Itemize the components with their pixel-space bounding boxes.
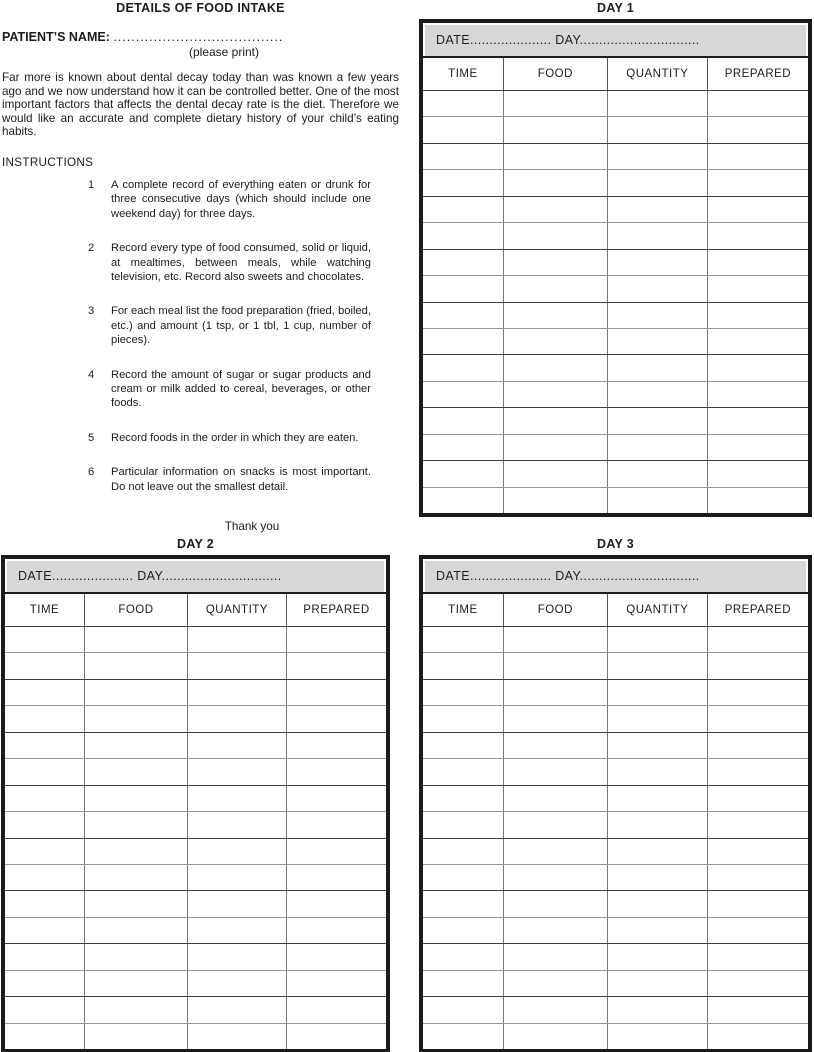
blank-rows [423, 90, 808, 513]
table-cell [85, 1024, 188, 1049]
table-cell [5, 865, 85, 890]
table-cell [504, 408, 608, 433]
table-cell [608, 865, 708, 890]
table-row [423, 917, 808, 943]
table-cell [5, 839, 85, 864]
table-row [423, 381, 808, 407]
table-cell [504, 223, 608, 248]
table-row [423, 460, 808, 486]
table-cell [85, 865, 188, 890]
table-cell [423, 382, 504, 407]
table-cell [423, 786, 504, 811]
table-cell [5, 733, 85, 758]
table-cell [5, 680, 85, 705]
table-row [5, 838, 386, 864]
table-cell [608, 839, 708, 864]
table-cell [504, 733, 608, 758]
table-cell [504, 355, 608, 380]
day1-table [419, 19, 812, 517]
table-row [5, 811, 386, 837]
table-cell [608, 435, 708, 460]
table-cell [708, 329, 808, 354]
table-cell [423, 276, 504, 301]
table-cell [608, 117, 708, 142]
table-cell [287, 627, 386, 652]
table-cell [287, 653, 386, 678]
date-row: DATE..................... DAY............................... [423, 559, 808, 594]
table-cell [423, 91, 504, 116]
date-row: DATE..................... DAY............................... [423, 23, 808, 58]
table-cell [5, 653, 85, 678]
table-cell [504, 627, 608, 652]
table-cell [608, 170, 708, 195]
table-row [423, 354, 808, 380]
table-cell [708, 891, 808, 916]
table-cell [504, 759, 608, 784]
table-cell [708, 276, 808, 301]
table-cell [85, 839, 188, 864]
table-cell [708, 653, 808, 678]
table-cell [708, 944, 808, 969]
day2-title: DAY 2 [177, 537, 214, 551]
instruction-item [2, 465, 399, 494]
table-cell [504, 170, 608, 195]
table-cell [423, 680, 504, 705]
table-cell [608, 944, 708, 969]
column-header-food: FOOD [85, 594, 188, 626]
patient-name-blank: ...................................... [113, 30, 284, 44]
table-cell [188, 627, 287, 652]
table-cell [504, 144, 608, 169]
table-cell [504, 786, 608, 811]
table-row [423, 249, 808, 275]
column-header-prepared: PREPARED [724, 604, 792, 616]
table-cell [423, 117, 504, 142]
table-row [423, 328, 808, 354]
table-cell [423, 488, 504, 513]
table-cell [608, 488, 708, 513]
table-cell [188, 944, 287, 969]
day1-title: DAY 1 [597, 1, 634, 15]
table-cell [287, 786, 386, 811]
table-row [423, 143, 808, 169]
table-cell [504, 865, 608, 890]
table-cell [708, 971, 808, 996]
column-header-food: FOOD [504, 594, 608, 626]
column-header-food: FOOD [504, 58, 608, 90]
table-cell [423, 918, 504, 943]
table-row [423, 90, 808, 116]
table-cell [708, 733, 808, 758]
table-cell [423, 997, 504, 1022]
table-cell [708, 408, 808, 433]
column-header-row [423, 58, 808, 90]
table-cell [708, 461, 808, 486]
table-cell [504, 435, 608, 460]
table-cell [708, 488, 808, 513]
instructions-heading: INSTRUCTIONS [2, 155, 94, 169]
patient-name-line [2, 30, 399, 44]
table-row [423, 626, 808, 652]
table-cell [85, 653, 188, 678]
table-cell [423, 839, 504, 864]
instruction-number: 3 [88, 305, 95, 318]
table-row [423, 758, 808, 784]
table-cell [608, 355, 708, 380]
table-row [423, 890, 808, 916]
day2-table [1, 555, 390, 1052]
table-row [5, 864, 386, 890]
instruction-number: 1 [88, 178, 95, 191]
table-cell [423, 408, 504, 433]
table-row [423, 1023, 808, 1049]
table-cell [287, 918, 386, 943]
table-cell [423, 435, 504, 460]
table-cell [608, 329, 708, 354]
table-cell [504, 971, 608, 996]
table-cell [188, 812, 287, 837]
table-cell [708, 170, 808, 195]
table-cell [504, 276, 608, 301]
table-row [423, 487, 808, 513]
table-cell [504, 303, 608, 328]
closing-text: Thank you [224, 520, 280, 534]
table-cell [423, 944, 504, 969]
table-cell [287, 839, 386, 864]
table-cell [85, 812, 188, 837]
table-cell [708, 812, 808, 837]
table-row [423, 275, 808, 301]
table-row [423, 970, 808, 996]
table-cell [608, 971, 708, 996]
table-cell [504, 250, 608, 275]
table-cell [287, 733, 386, 758]
instructions-list [2, 178, 399, 494]
table-cell [504, 706, 608, 731]
instruction-item [2, 178, 399, 221]
table-cell [5, 997, 85, 1022]
table-cell [608, 303, 708, 328]
table-cell [423, 170, 504, 195]
instruction-text: Record foods in the order in which they are eaten. [111, 431, 359, 444]
table-cell [423, 627, 504, 652]
table-cell [608, 144, 708, 169]
table-row [5, 996, 386, 1022]
column-header-quantity: QUANTITY [188, 594, 287, 626]
table-row [423, 943, 808, 969]
table-cell [608, 786, 708, 811]
intro-column [2, 0, 399, 533]
table-cell [287, 680, 386, 705]
table-row [5, 679, 386, 705]
instruction-item [2, 304, 399, 347]
table-row [423, 116, 808, 142]
table-cell [504, 891, 608, 916]
table-cell [423, 891, 504, 916]
table-row [5, 705, 386, 731]
table-cell [504, 382, 608, 407]
table-row [5, 758, 386, 784]
table-cell [188, 706, 287, 731]
table-cell [708, 144, 808, 169]
table-cell [423, 303, 504, 328]
column-header-time: TIME [423, 58, 504, 90]
column-header-time: TIME [423, 594, 504, 626]
table-cell [85, 891, 188, 916]
column-header-prepared: PREPARED [303, 604, 370, 616]
table-row [423, 407, 808, 433]
table-row [423, 732, 808, 758]
table-cell [608, 680, 708, 705]
table-cell [5, 706, 85, 731]
table-row [5, 890, 386, 916]
table-cell [85, 971, 188, 996]
table-cell [708, 865, 808, 890]
table-cell [287, 865, 386, 890]
table-cell [5, 812, 85, 837]
table-cell [708, 435, 808, 460]
table-row [5, 652, 386, 678]
table-row [423, 838, 808, 864]
table-cell [608, 653, 708, 678]
instruction-number: 4 [88, 368, 95, 381]
page-title: DETAILS OF FOOD INTAKE [116, 1, 285, 15]
table-cell [188, 653, 287, 678]
table-cell [708, 680, 808, 705]
day2-section [1, 537, 390, 1052]
table-cell [423, 329, 504, 354]
table-cell [423, 812, 504, 837]
table-row [5, 1023, 386, 1049]
table-cell [85, 627, 188, 652]
table-cell [504, 918, 608, 943]
instruction-text: Record the amount of sugar or sugar products and cream or milk added to cereal, beverages, or other foods. [111, 368, 371, 410]
instruction-number: 5 [88, 431, 95, 444]
table-cell [504, 197, 608, 222]
table-row [423, 705, 808, 731]
table-cell [287, 997, 386, 1022]
instruction-text: Record every type of food consumed, solid or liquid, at mealtimes, between meals, while watching television, etc. Record also sweets and chocolates. [111, 242, 371, 283]
table-cell [708, 627, 808, 652]
table-cell [5, 944, 85, 969]
table-row [5, 970, 386, 996]
table-cell [188, 1024, 287, 1049]
table-cell [85, 918, 188, 943]
table-cell [708, 303, 808, 328]
table-cell [423, 653, 504, 678]
table-row [423, 434, 808, 460]
column-header-prepared: PREPARED [724, 68, 792, 80]
table-cell [85, 706, 188, 731]
table-row [423, 222, 808, 248]
column-header-time: TIME [5, 594, 85, 626]
day3-title: DAY 3 [597, 537, 634, 551]
table-cell [423, 865, 504, 890]
table-cell [608, 223, 708, 248]
table-cell [708, 382, 808, 407]
instruction-text: A complete record of everything eaten or drunk for three consecutive days (which should include one weekend day) for three days. [111, 178, 371, 220]
table-cell [423, 971, 504, 996]
table-row [423, 196, 808, 222]
table-cell [504, 488, 608, 513]
table-cell [188, 918, 287, 943]
blank-rows [423, 626, 808, 1049]
table-cell [85, 944, 188, 969]
table-cell [287, 971, 386, 996]
table-cell [287, 1024, 386, 1049]
table-cell [608, 382, 708, 407]
table-row [5, 626, 386, 652]
date-row: DATE..................... DAY............................... [5, 559, 386, 594]
table-cell [608, 733, 708, 758]
table-cell [708, 997, 808, 1022]
instruction-number: 2 [88, 242, 95, 255]
day1-section [419, 1, 812, 517]
table-cell [188, 971, 287, 996]
table-cell [5, 891, 85, 916]
table-cell [5, 971, 85, 996]
table-cell [608, 997, 708, 1022]
table-cell [188, 839, 287, 864]
table-cell [85, 997, 188, 1022]
column-header-row [423, 594, 808, 626]
instruction-number: 6 [88, 466, 95, 479]
day3-table [419, 555, 812, 1052]
table-cell [504, 680, 608, 705]
table-row [5, 732, 386, 758]
table-cell [504, 812, 608, 837]
table-cell [188, 733, 287, 758]
table-cell [5, 627, 85, 652]
table-cell [5, 759, 85, 784]
day3-section [419, 537, 812, 1052]
please-print-note: (please print) [188, 45, 260, 59]
table-cell [5, 1024, 85, 1049]
table-cell [708, 117, 808, 142]
table-cell [708, 91, 808, 116]
table-cell [608, 91, 708, 116]
table-cell [608, 197, 708, 222]
table-cell [504, 653, 608, 678]
table-cell [423, 461, 504, 486]
table-cell [85, 786, 188, 811]
table-row [5, 917, 386, 943]
table-cell [608, 891, 708, 916]
table-cell [608, 250, 708, 275]
instruction-text: Particular information on snacks is most important. Do not leave out the smallest detail. [111, 466, 371, 493]
table-cell [504, 944, 608, 969]
table-cell [504, 117, 608, 142]
table-row [423, 785, 808, 811]
table-row [423, 811, 808, 837]
column-header-row [5, 594, 386, 626]
table-cell [287, 759, 386, 784]
table-cell [608, 812, 708, 837]
table-cell [287, 891, 386, 916]
table-row [423, 679, 808, 705]
table-cell [608, 461, 708, 486]
patient-name-label: PATIENT’S NAME: [2, 30, 110, 44]
table-row [423, 996, 808, 1022]
table-cell [708, 706, 808, 731]
table-cell [608, 627, 708, 652]
table-cell [5, 786, 85, 811]
instruction-item [2, 241, 399, 284]
table-cell [287, 706, 386, 731]
table-cell [188, 997, 287, 1022]
table-cell [188, 786, 287, 811]
table-cell [423, 759, 504, 784]
table-cell [423, 1024, 504, 1049]
table-row [5, 943, 386, 969]
table-row [423, 864, 808, 890]
table-row [423, 302, 808, 328]
table-cell [504, 1024, 608, 1049]
table-row [423, 652, 808, 678]
table-cell [423, 733, 504, 758]
table-cell [423, 355, 504, 380]
table-cell [708, 839, 808, 864]
table-cell [708, 197, 808, 222]
table-row [5, 785, 386, 811]
table-cell [423, 250, 504, 275]
table-cell [608, 408, 708, 433]
table-cell [708, 223, 808, 248]
table-cell [504, 997, 608, 1022]
table-cell [504, 329, 608, 354]
table-cell [423, 197, 504, 222]
table-cell [608, 706, 708, 731]
intro-paragraph: Far more is known about dental decay today than was known a few years ago and we now understand how it can be controlled better. One of the most important factors that affects the dental decay rate is the diet. Therefore we would like an accurate and complete dietary history of your child’s eating habits. [2, 71, 399, 139]
table-cell [188, 680, 287, 705]
table-cell [708, 786, 808, 811]
table-cell [287, 944, 386, 969]
table-cell [188, 865, 287, 890]
table-cell [5, 918, 85, 943]
table-cell [504, 91, 608, 116]
table-cell [708, 355, 808, 380]
table-cell [608, 1024, 708, 1049]
table-row [423, 169, 808, 195]
table-cell [708, 1024, 808, 1049]
table-cell [708, 759, 808, 784]
blank-rows [5, 626, 386, 1049]
table-cell [85, 680, 188, 705]
table-cell [608, 918, 708, 943]
table-cell [188, 759, 287, 784]
instruction-text: For each meal list the food preparation (fried, boiled, etc.) and amount (1 tsp, or 1 tbl, 1 cup, number of pieces). [111, 305, 371, 347]
column-header-quantity: QUANTITY [608, 58, 708, 90]
table-cell [423, 706, 504, 731]
table-cell [85, 733, 188, 758]
table-cell [708, 250, 808, 275]
table-cell [608, 276, 708, 301]
instruction-item [2, 368, 399, 411]
table-cell [423, 223, 504, 248]
table-cell [287, 812, 386, 837]
instruction-item [2, 431, 399, 445]
table-cell [188, 891, 287, 916]
table-cell [85, 759, 188, 784]
table-cell [504, 839, 608, 864]
column-header-quantity: QUANTITY [608, 594, 708, 626]
table-cell [423, 144, 504, 169]
table-cell [504, 461, 608, 486]
table-cell [608, 759, 708, 784]
table-cell [708, 918, 808, 943]
